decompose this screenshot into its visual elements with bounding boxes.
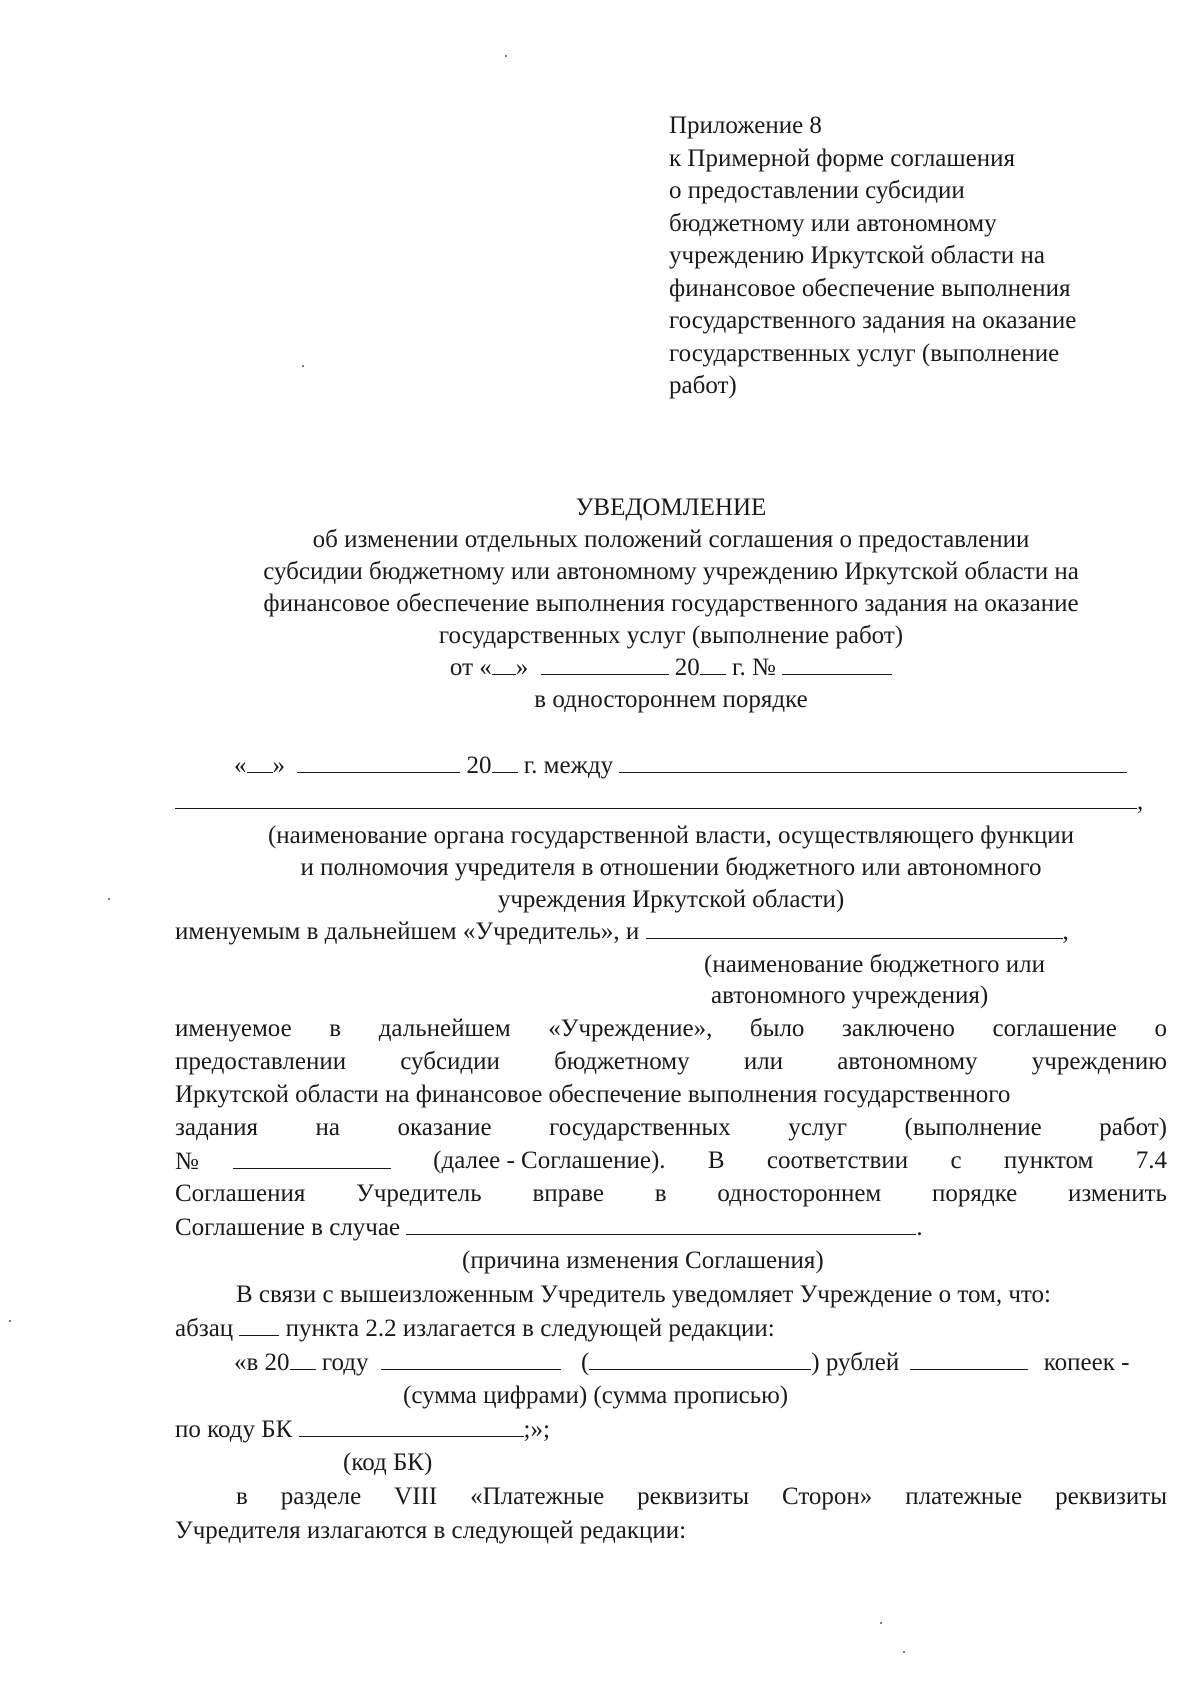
between-text: г. между (517, 752, 614, 779)
word: Учредитель (356, 1180, 482, 1207)
appendix-line: государственного задания на оказание (669, 307, 1077, 334)
named-founder-text: именуемым в дальнейшем «Учредитель», и (175, 918, 640, 945)
scan-speck (9, 1320, 11, 1322)
comma: , (1062, 918, 1069, 945)
rubles-text: ) рублей (811, 1349, 900, 1376)
word: в (654, 1180, 667, 1207)
agreement-date-line (234, 750, 1127, 781)
word: субсидии (400, 1048, 500, 1075)
kbk-line (175, 1414, 550, 1445)
para3-line-2: Учредителя излагаются в следующей редакции: (175, 1517, 687, 1544)
founder-name-line (175, 786, 1143, 817)
word: предоставлении (175, 1048, 347, 1075)
appendix-block (669, 110, 1076, 403)
word: о (1154, 1015, 1167, 1042)
word: одностороннем (717, 1180, 882, 1207)
word: в (329, 1015, 342, 1042)
para2-line-1: В связи с вышеизложенным Учредитель уведомляет Учреждение о том, что: (236, 1281, 1051, 1308)
year-prefix: 20 (674, 654, 700, 681)
title-line: финансовое обеспечение выполнения государственного задания на оказание (263, 590, 1079, 617)
word: «Учреждение», (548, 1015, 713, 1042)
amount-line (234, 1347, 1129, 1378)
word: заключено (842, 1015, 955, 1042)
title-line: об изменении отдельных положений соглашения о предоставлении (312, 526, 1030, 553)
word: В (707, 1147, 725, 1174)
word: вправе (532, 1180, 604, 1207)
caption-kbk: (код БК) (343, 1449, 433, 1476)
word: учреждению (1031, 1048, 1167, 1075)
para2-line-2 (175, 1313, 775, 1344)
kbk-blank[interactable] (299, 1414, 524, 1437)
title-line: государственных услуг (выполнение работ) (438, 622, 904, 649)
word: пунктом (1003, 1147, 1094, 1174)
para1-line-4 (175, 1113, 1167, 1143)
founder-name-blank-2[interactable] (175, 786, 1137, 809)
word: задания (175, 1114, 259, 1141)
para1-line-1 (175, 1014, 1167, 1044)
appendix-line: о предоставлении субсидии (669, 177, 965, 204)
date-mid: » (515, 654, 529, 681)
word: дальнейшем (378, 1015, 511, 1042)
word: (далее - Соглашение). (433, 1147, 666, 1174)
day-blank[interactable] (247, 750, 273, 773)
paragraph-number-blank[interactable] (239, 1313, 279, 1336)
caption-sum: (сумма цифрами) (сумма прописью) (403, 1382, 789, 1409)
month-blank[interactable] (541, 652, 669, 675)
amount-words-blank[interactable] (589, 1347, 811, 1370)
case-text: Соглашение в случае (175, 1214, 401, 1241)
scan-speck (302, 365, 304, 367)
year-blank[interactable] (700, 652, 726, 675)
title-date-line (175, 652, 1167, 683)
word: государственных (549, 1114, 731, 1141)
para1-line-5 (175, 1146, 1167, 1177)
caption-reason: (причина изменения Соглашения) (462, 1247, 824, 1274)
kbk-end: ;»; (523, 1416, 550, 1443)
word: VIII (394, 1483, 438, 1510)
year-prefix: 20 (466, 752, 492, 779)
scan-speck (880, 1622, 882, 1624)
word: реквизиты (1055, 1483, 1167, 1510)
agreement-number-blank[interactable] (233, 1146, 391, 1169)
word: бюджетному (554, 1048, 690, 1075)
year-blank[interactable] (290, 1347, 316, 1370)
word: разделе (280, 1483, 362, 1510)
word: было (749, 1015, 805, 1042)
number-group (175, 1146, 391, 1177)
word: Соглашения (175, 1180, 306, 1207)
para1-line-6 (175, 1179, 1167, 1209)
reason-blank[interactable] (406, 1212, 916, 1235)
comma: , (1137, 788, 1144, 815)
scan-speck (505, 55, 507, 57)
year-prefix: «в 20 (234, 1349, 290, 1376)
appendix-line: учреждению Иркутской области на (669, 242, 1045, 269)
word: с (950, 1147, 962, 1174)
word: соглашение (992, 1015, 1117, 1042)
appendix-line: финансовое обеспечение выполнения (669, 274, 1071, 302)
title-line: субсидии бюджетному или автономному учреждению Иркутской области на (263, 558, 1079, 585)
caption-founder: (наименование органа государственной власти, осуществляющего функции (267, 822, 1075, 849)
period: . (916, 1214, 923, 1241)
appendix-line: Приложение 8 (669, 112, 822, 139)
quote-close: » (272, 752, 285, 779)
date-prefix: от « (449, 654, 492, 681)
word: автономному (837, 1048, 978, 1075)
word: реквизиты (637, 1483, 750, 1510)
caption-founder: и полномочия учредителя в отношении бюджетного или автономного (300, 854, 1042, 881)
appendix-line: бюджетному или автономному (669, 209, 997, 237)
year-blank[interactable] (492, 750, 518, 773)
appendix-line: работ) (669, 372, 737, 399)
number-blank[interactable] (782, 652, 892, 675)
caption-institution: (наименование бюджетного или (704, 951, 1045, 978)
document-title: УВЕДОМЛЕНИЕ (575, 494, 767, 521)
paren-open: ( (580, 1349, 590, 1376)
word: на (315, 1114, 340, 1141)
amount-digits-blank[interactable] (381, 1347, 561, 1370)
institution-name-blank[interactable] (646, 916, 1063, 939)
number-sign: № (175, 1148, 199, 1175)
para1-line-3 (175, 1080, 1167, 1110)
item-text: пункта 2.2 излагается в следующей редакции: (279, 1315, 775, 1342)
paragraph-word: абзац (175, 1315, 234, 1342)
line-text: Иркутской области на финансовое обеспечение выполнения государственного (175, 1081, 1011, 1108)
word: изменить (1068, 1180, 1167, 1207)
word: (выполнение (904, 1114, 1042, 1141)
kbk-label: по коду БК (175, 1416, 293, 1443)
caption-institution: автономного учреждения) (711, 982, 989, 1009)
appendix-line: государственных услуг (выполнение (669, 339, 1060, 367)
named-founder-line (175, 916, 1069, 947)
word: оказание (397, 1114, 492, 1141)
word: работ) (1099, 1114, 1167, 1141)
word: порядке (932, 1180, 1018, 1207)
word: услуг (788, 1114, 848, 1141)
title-line: в одностороннем порядке (534, 686, 808, 713)
word: Сторон» (781, 1483, 873, 1510)
word: соответствии (766, 1147, 909, 1174)
month-blank[interactable] (297, 750, 460, 773)
word: или (743, 1048, 784, 1075)
caption-founder: учреждения Иркутской области) (497, 886, 845, 913)
word: платежные (905, 1483, 1023, 1510)
para3-line-1 (236, 1482, 1167, 1512)
appendix-line: к Примерной форме соглашения (669, 144, 1015, 172)
word: 7.4 (1135, 1147, 1167, 1174)
word: именуемое (175, 1015, 292, 1042)
year-suffix: г. № (725, 654, 776, 681)
scan-speck (108, 898, 110, 900)
word: в (236, 1483, 248, 1510)
founder-name-blank[interactable] (619, 750, 1127, 773)
kopecks-blank[interactable] (910, 1347, 1028, 1370)
para1-line-7 (175, 1212, 923, 1243)
word: «Платежные (470, 1483, 605, 1510)
kopecks-text: копеек - (1043, 1349, 1130, 1376)
day-blank[interactable] (492, 652, 516, 675)
year-suffix: году (315, 1349, 369, 1376)
quote-open: « (234, 752, 247, 779)
scan-speck (903, 1651, 905, 1653)
para1-line-2 (175, 1047, 1167, 1077)
